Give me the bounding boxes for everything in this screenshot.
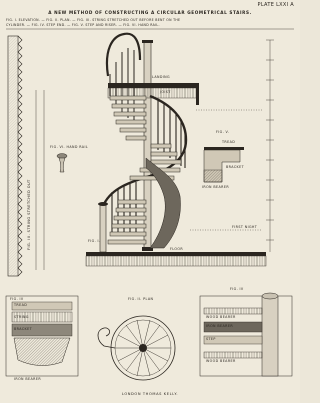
fig6-handrail-profile (57, 154, 67, 172)
upper-handrail (107, 34, 140, 76)
label-joist: JOIST (160, 90, 171, 94)
label-left-string: STRING (14, 315, 29, 319)
fig-bearers (200, 293, 292, 376)
label-fig5: FIG. V. (216, 130, 230, 134)
label-iron-bearer-r: IRON BEARER (206, 324, 234, 328)
fig3-string-stretched (8, 36, 22, 276)
label-left-iron: IRON BEARER (14, 377, 42, 381)
plate-subtitle-2: CYLINDER. — FIG. IV. STEP END. — FIG. V. STEP AND RISER. — FIG. VI. HAND RAIL. (6, 23, 160, 27)
label-wood-bearer-2: WOOD BEARER (206, 359, 236, 363)
label-left-tread: TREAD (14, 303, 28, 307)
label-fig2: FIG. II. PLAN (128, 297, 154, 301)
plate-footer: LONDON THOMAS KELLY. (121, 392, 179, 396)
bottom-newel-post (98, 202, 108, 252)
height-scale (190, 40, 274, 252)
label-wood-bearer: WOOD BEARER (206, 315, 236, 319)
label-fig1: FIG. I. (88, 239, 101, 243)
label-left-bracket: BRACKET (14, 327, 32, 331)
fig4-step-end (6, 296, 78, 376)
floor (86, 252, 266, 266)
label-tread: TREAD (222, 140, 236, 144)
label-landing: LANDING (152, 75, 170, 79)
plate-subtitle-1: FIG. I. ELEVATION. — FIG. II. PLAN. — FIG. III. STRING STRETCHED OUT BEFORE BENT ON THE (6, 18, 181, 22)
label-right-fig: FIG. IV (230, 287, 244, 291)
label-step: STEP (206, 337, 216, 341)
plate-title: A NEW METHOD OF CONSTRUCTING A CIRCULAR GEOMETRICAL STAIRS. (48, 10, 252, 15)
plate-number: PLATE LXXI A (257, 2, 294, 8)
fig2-plan (98, 316, 175, 380)
label-left-fig4: FIG. IV (10, 297, 24, 301)
label-fig6: FIG. VI. HAND RAIL (50, 145, 89, 149)
label-bracket: BRACKET (226, 165, 244, 169)
label-fig3-vertical: FIG. III. STRING STRETCHED OUT (27, 179, 31, 250)
label-first-night: FIRST NIGHT (232, 225, 258, 229)
label-iron-bearer: IRON BEARER (202, 185, 230, 189)
label-floor: FLOOR (170, 247, 184, 251)
